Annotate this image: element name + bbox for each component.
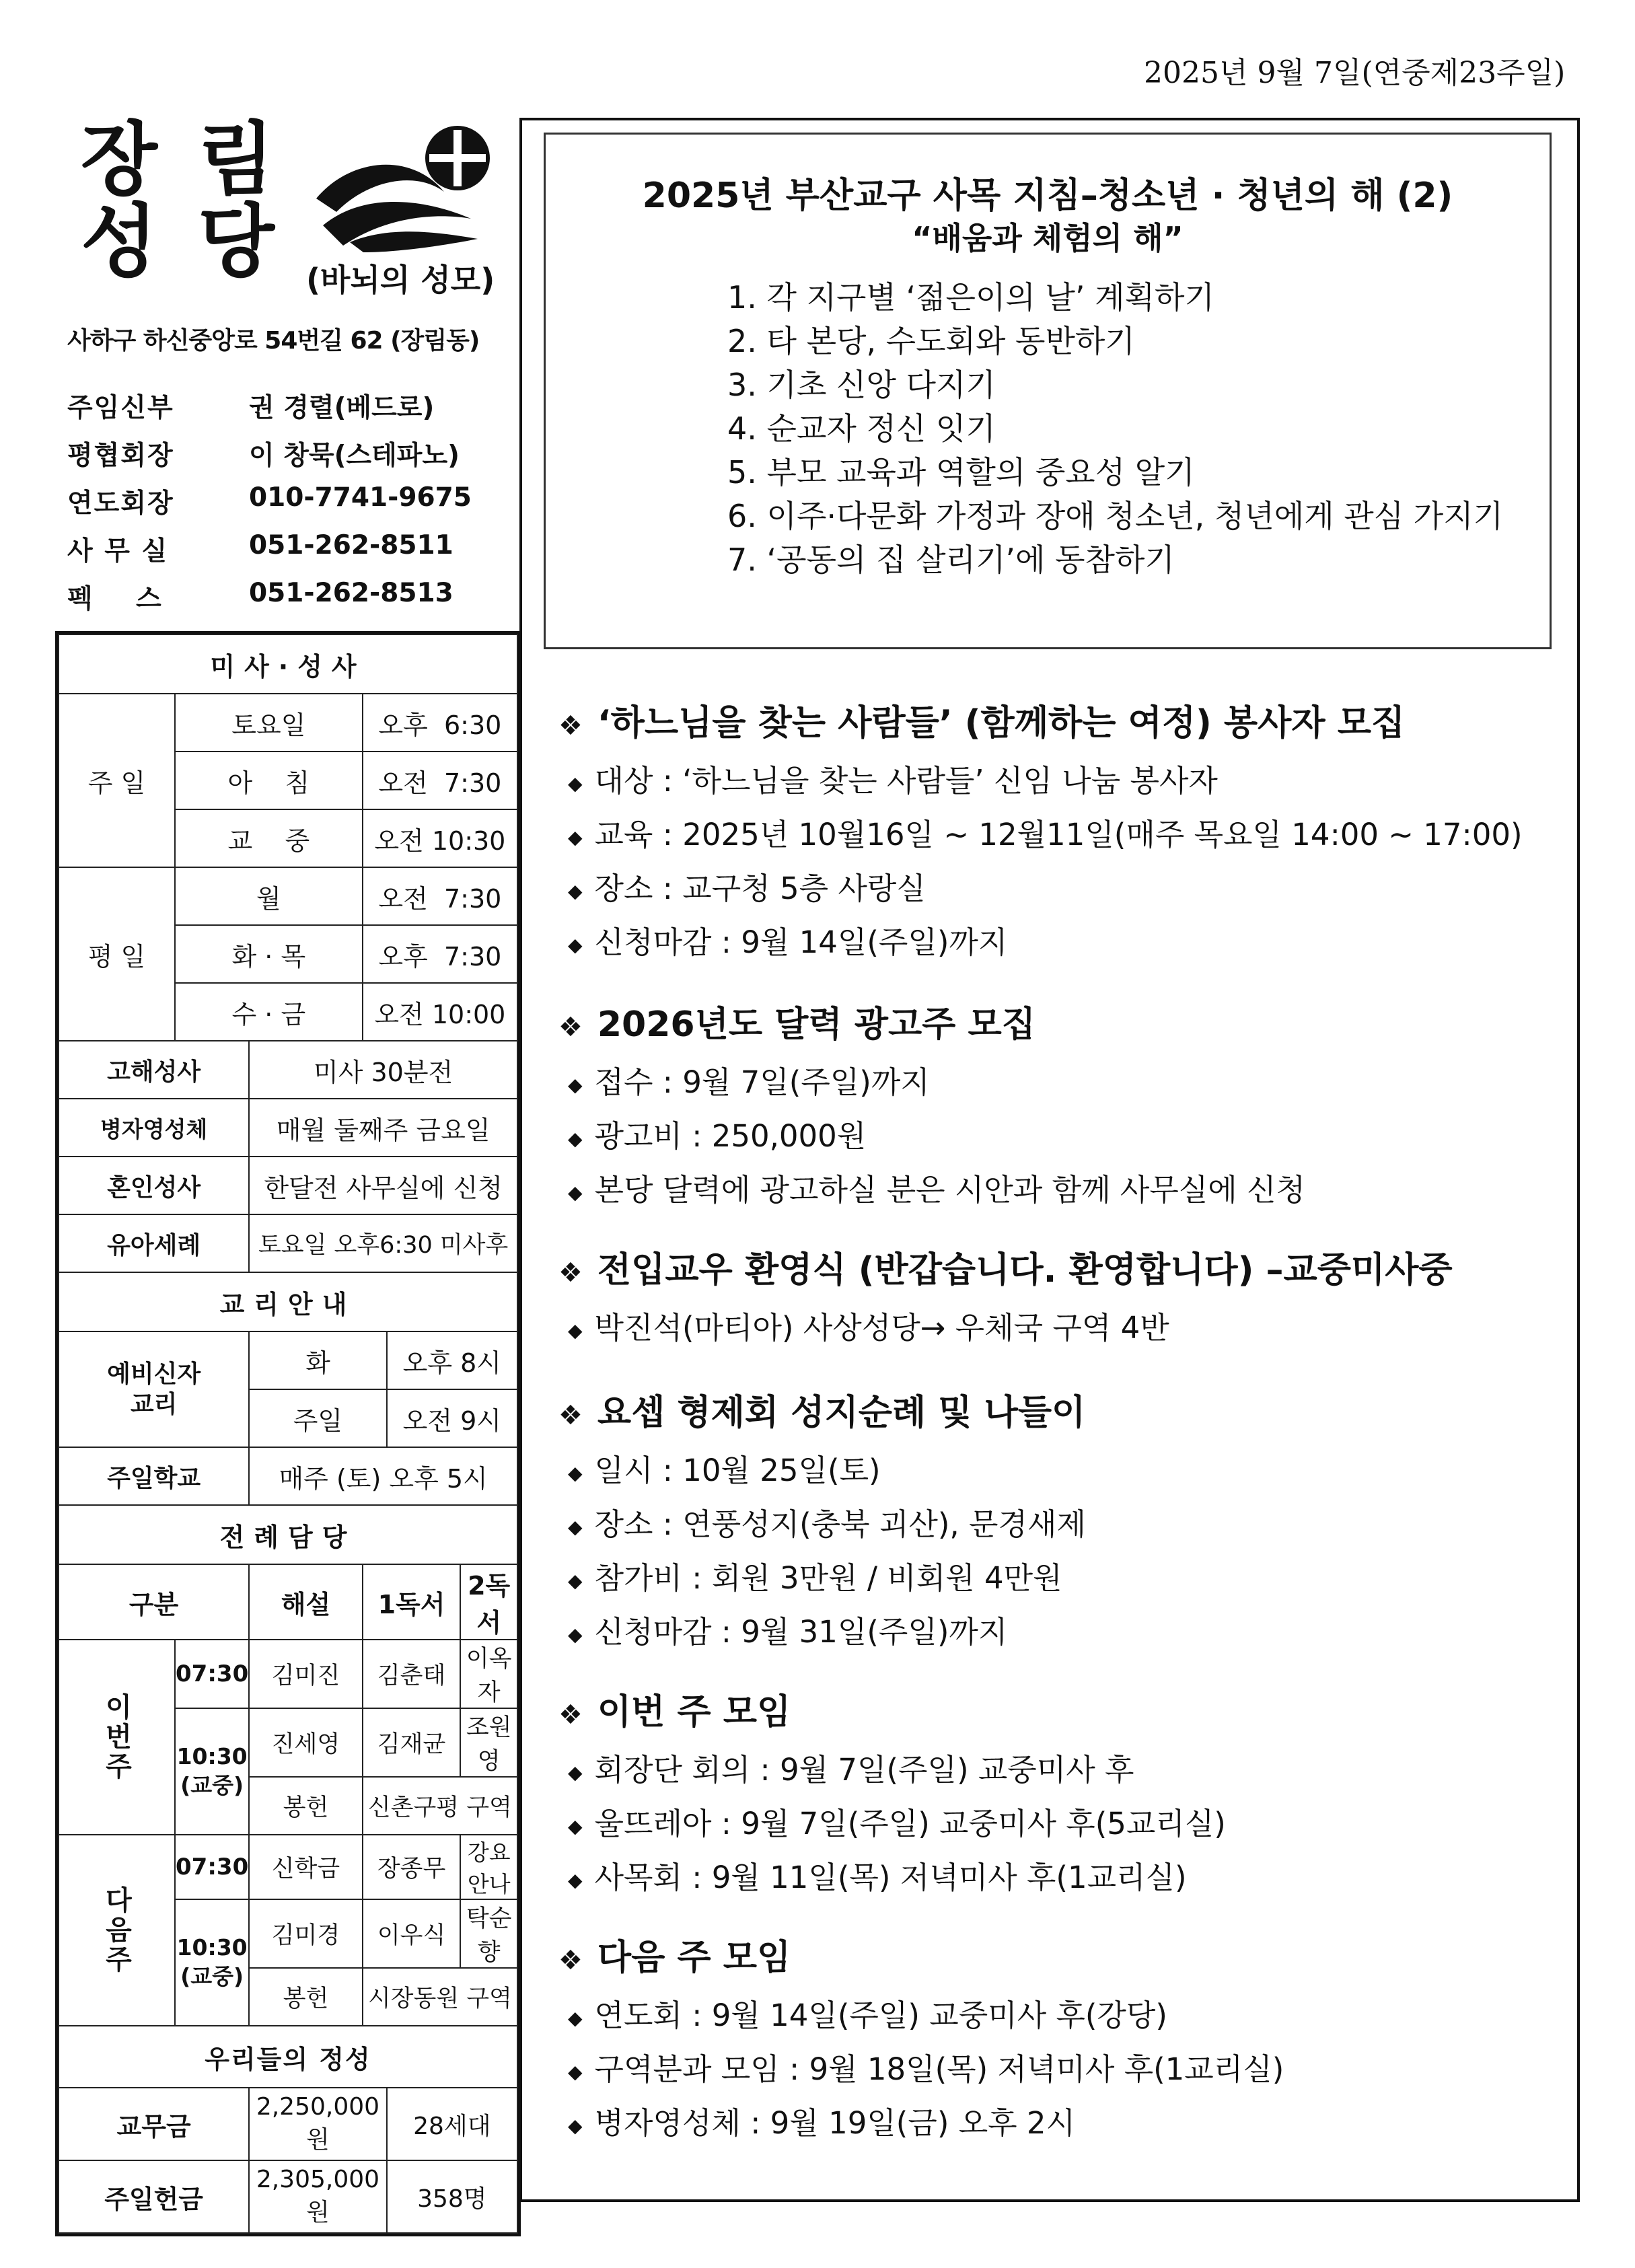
section-item: 신청마감 : 9월 31일(주일)까지 [594, 1614, 1008, 1650]
this-week-label: 이번주 [59, 1640, 175, 1835]
sunday-label: 주 일 [59, 694, 175, 867]
section-item: 대상 : ‘하느님을 찾는 사람들’ 신임 나눔 봉사자 [594, 763, 1218, 799]
section-item: 병자영성체 : 9월 19일(금) 오후 2시 [594, 2105, 1076, 2141]
mass-day: 화 · 목 [175, 925, 363, 983]
offering-row-label: 주일헌금 [59, 2160, 249, 2233]
liturgy-header: 해설 [249, 1564, 362, 1640]
notice-this-week-meetings [558, 1683, 1226, 1907]
mass-time: 오전 10:00 [363, 983, 517, 1041]
offering-district: 시장동원 구역 [363, 1968, 517, 2026]
contact-value: 051-262-8513 [249, 578, 453, 608]
contact-label: 주임신부 [67, 393, 174, 423]
next-week-label: 다음주 [59, 1835, 175, 2026]
contact-label: 사 무 실 [67, 536, 169, 566]
bullet-icon: ◆ [568, 879, 583, 902]
bullet-icon: ◆ [568, 2114, 583, 2137]
section-item: 광고비 : 250,000원 [594, 1118, 867, 1154]
section-title: ‘하느님을 찾는 사람들’ (함께하는 여정) 봉사자 모집 [597, 703, 1406, 743]
diamond-bullet-icon: ❖ [558, 1699, 583, 1730]
offering-district: 신촌구평 구역 [363, 1777, 517, 1835]
section-title: 2026년도 달력 광고주 모집 [597, 1004, 1036, 1045]
liturgy-name: 탁순향 [460, 1899, 517, 1968]
mass-time: 오전 7:30 [363, 752, 517, 809]
weekday-label: 평 일 [59, 867, 175, 1041]
guide-item: 6. 이주·다문화 가정과 장애 청소년, 청년에게 관심 가지기 [727, 498, 1504, 534]
liturgy-name: 김미경 [249, 1899, 362, 1968]
class-time: 오후 8시 [387, 1331, 517, 1389]
doctrine-section-title: 교리안내 [59, 1272, 517, 1331]
mass-day: 교 중 [175, 809, 363, 867]
section-item: 신청마감 : 9월 14일(주일)까지 [594, 924, 1008, 960]
notice-pilgrimage [558, 1384, 1086, 1661]
section-title: 다음 주 모임 [597, 1938, 791, 1978]
bullet-icon: ◆ [568, 1868, 583, 1891]
guide-item: 4. 순교자 정신 잇기 [727, 410, 996, 447]
class-day: 화 [249, 1331, 386, 1389]
diamond-bullet-icon: ❖ [558, 710, 583, 741]
bullet-icon: ◆ [568, 1073, 583, 1096]
section-title: 요셉 형제회 성지순례 및 나들이 [597, 1393, 1086, 1433]
guide-item: 5. 부모 교육과 역할의 중요성 알기 [727, 454, 1195, 490]
contact-list [67, 387, 472, 626]
contact-label: 펙 스 [67, 584, 163, 614]
bullet-icon: ◆ [568, 1319, 583, 1342]
offering-label: 봉헌 [249, 1777, 362, 1835]
mass-day: 아 침 [175, 752, 363, 809]
liturgy-name: 김재균 [363, 1708, 461, 1777]
section-item: 회장단 회의 : 9월 7일(주일) 교중미사 후 [594, 1752, 1134, 1788]
class-day: 주일 [249, 1389, 386, 1447]
mass-time: 오후 6:30 [363, 694, 517, 752]
offering-amount: 2,305,000원 [249, 2160, 386, 2233]
sacrament-value: 미사 30분전 [249, 1041, 517, 1099]
bullet-icon: ◆ [568, 1761, 583, 1784]
diamond-bullet-icon: ❖ [558, 1945, 583, 1976]
section-item: 장소 : 연풍성지(충북 괴산), 문경새제 [594, 1506, 1086, 1542]
sacrament-value: 매월 둘째주 금요일 [249, 1099, 517, 1157]
liturgy-name: 진세영 [249, 1708, 362, 1777]
guide-subtitle: “배움과 체험의 해” [912, 220, 1184, 256]
diamond-bullet-icon: ❖ [558, 1400, 583, 1431]
section-item: 사목회 : 9월 11일(목) 저녁미사 후(1교리실) [594, 1860, 1187, 1895]
offering-amount: 2,250,000원 [249, 2088, 386, 2160]
offering-row-label: 교무금 [59, 2088, 249, 2160]
pastoral-guide-box [544, 133, 1552, 649]
guide-title: 2025년 부산교구 사목 지침–청소년 · 청년의 해 (2) [642, 176, 1453, 216]
guide-item: 1. 각 지구별 ‘젊은이의 날’ 계획하기 [727, 279, 1214, 316]
mass-section-title: 미사·성사 [59, 634, 517, 694]
section-item: 본당 달력에 광고하실 분은 시안과 함께 사무실에 신청 [594, 1172, 1306, 1208]
contact-row [67, 578, 472, 626]
section-item: 울뜨레아 : 9월 7일(주일) 교중미사 후(5교리실) [594, 1806, 1226, 1841]
liturgy-header: 구분 [59, 1564, 249, 1640]
bullet-icon: ◆ [568, 1815, 583, 1837]
contact-label: 평협회장 [67, 441, 174, 471]
bullet-icon: ◆ [568, 2006, 583, 2029]
contact-value: 051-262-8511 [249, 530, 453, 560]
contact-label: 연도회장 [67, 488, 174, 519]
liturgy-section-title: 전례담당 [59, 1505, 517, 1564]
parish-name-line1: 장림 [81, 113, 315, 206]
liturgy-name: 이옥자 [460, 1640, 517, 1708]
offering-section-title: 우리들의 정성 [59, 2026, 517, 2088]
liturgy-name: 조원영 [460, 1708, 517, 1777]
parish-address: 사하구 하신중앙로 54번길 62 (장림동) [67, 327, 480, 355]
guide-item: 2. 타 본당, 수도회와 동반하기 [727, 323, 1135, 359]
section-item: 구역분과 모임 : 9월 18일(목) 저녁미사 후(1교리실) [594, 2051, 1284, 2087]
sacrament-value: 한달전 사무실에 신청 [249, 1157, 517, 1214]
sacrament-label: 병자영성체 [59, 1099, 249, 1157]
liturgy-name: 장종무 [363, 1835, 461, 1899]
notice-welcome [558, 1241, 1453, 1357]
section-item: 참가비 : 회원 3만원 / 비회원 4만원 [594, 1560, 1062, 1596]
parish-logo-icon [310, 118, 498, 259]
offering-count: 358명 [387, 2160, 517, 2233]
mass-day: 토요일 [175, 694, 363, 752]
contact-value: 이 창묵(스테파노) [249, 441, 460, 471]
parish-name-line2: 성당 [81, 195, 315, 288]
contact-row [67, 435, 472, 482]
contact-row [67, 387, 472, 435]
sacrament-label: 고해성사 [59, 1041, 249, 1099]
liturgy-header: 2독서 [460, 1564, 517, 1640]
liturgy-time: 10:30 (교중) [175, 1899, 249, 2026]
bullet-icon: ◆ [568, 933, 583, 956]
mass-day: 월 [175, 867, 363, 925]
bullet-icon: ◆ [568, 1569, 583, 1592]
notice-next-week-meetings [558, 1929, 1284, 2152]
guide-item: 3. 기초 신앙 다지기 [727, 367, 996, 403]
notice-calendar-ads [558, 996, 1305, 1219]
contact-value: 권 경렬(베드로) [249, 393, 435, 423]
bullet-icon: ◆ [568, 2060, 583, 2083]
section-title: 전입교우 환영식 (반갑습니다. 환영합니다) –교중미사중 [597, 1250, 1453, 1290]
guide-item: 7. ‘공동의 집 살리기’에 동참하기 [727, 542, 1175, 578]
section-title: 이번 주 모임 [597, 1692, 791, 1732]
liturgy-name: 김미진 [249, 1640, 362, 1708]
liturgy-name: 신학금 [249, 1835, 362, 1899]
contact-value: 010-7741-9675 [249, 482, 472, 513]
mass-time: 오후 7:30 [363, 925, 517, 983]
liturgy-time: 07:30 [175, 1640, 249, 1708]
bullet-icon: ◆ [568, 826, 583, 848]
liturgy-name: 김춘태 [363, 1640, 461, 1708]
bullet-icon: ◆ [568, 772, 583, 795]
section-item: 연도회 : 9월 14일(주일) 교중미사 후(강당) [594, 1998, 1167, 2033]
bullet-icon: ◆ [568, 1461, 583, 1484]
sacrament-value: 토요일 오후6:30 미사후 [249, 1214, 517, 1272]
mass-time: 오전 7:30 [363, 867, 517, 925]
parish-schedule-table [55, 631, 521, 2236]
section-item: 교육 : 2025년 10월16일 ~ 12월11일(매주 목요일 14:00 ~ 17:00) [594, 817, 1523, 852]
liturgy-name: 이우식 [363, 1899, 461, 1968]
section-item: 박진석(마티아) 사상성당→ 우체국 구역 4반 [594, 1310, 1169, 1346]
liturgy-time: 07:30 [175, 1835, 249, 1899]
section-item: 장소 : 교구청 5층 사랑실 [594, 871, 926, 906]
liturgy-header: 1독서 [363, 1564, 461, 1640]
section-item: 접수 : 9월 7일(주일)까지 [594, 1064, 930, 1100]
sunday-school-value: 매주 (토) 오후 5시 [249, 1447, 517, 1505]
liturgy-name: 강요안나 [460, 1835, 517, 1899]
offering-count: 28세대 [387, 2088, 517, 2160]
sacrament-label: 유아세례 [59, 1214, 249, 1272]
mass-day: 수 · 금 [175, 983, 363, 1041]
bullet-icon: ◆ [568, 1181, 583, 1204]
notice-volunteer-recruit [558, 694, 1523, 972]
guide-list [727, 273, 1503, 579]
diamond-bullet-icon: ❖ [558, 1257, 583, 1288]
contact-row [67, 482, 472, 530]
diamond-bullet-icon: ❖ [558, 1012, 583, 1043]
patron-title: (바뇌의 성모) [306, 262, 495, 298]
mass-time: 오전 10:30 [363, 809, 517, 867]
class-time: 오전 9시 [387, 1389, 517, 1447]
bullet-icon: ◆ [568, 1623, 583, 1646]
bullet-icon: ◆ [568, 1515, 583, 1538]
contact-row [67, 530, 472, 578]
offering-label: 봉헌 [249, 1968, 362, 2026]
sacrament-label: 혼인성사 [59, 1157, 249, 1214]
section-item: 일시 : 10월 25일(토) [594, 1453, 881, 1488]
bullet-icon: ◆ [568, 1127, 583, 1150]
sunday-school-label: 주일학교 [59, 1447, 249, 1505]
issue-date: 2025년 9월 7일(연중제23주일) [1144, 56, 1566, 90]
catechumen-label: 예비신자 교리 [59, 1331, 249, 1447]
liturgy-time: 10:30 (교중) [175, 1708, 249, 1835]
